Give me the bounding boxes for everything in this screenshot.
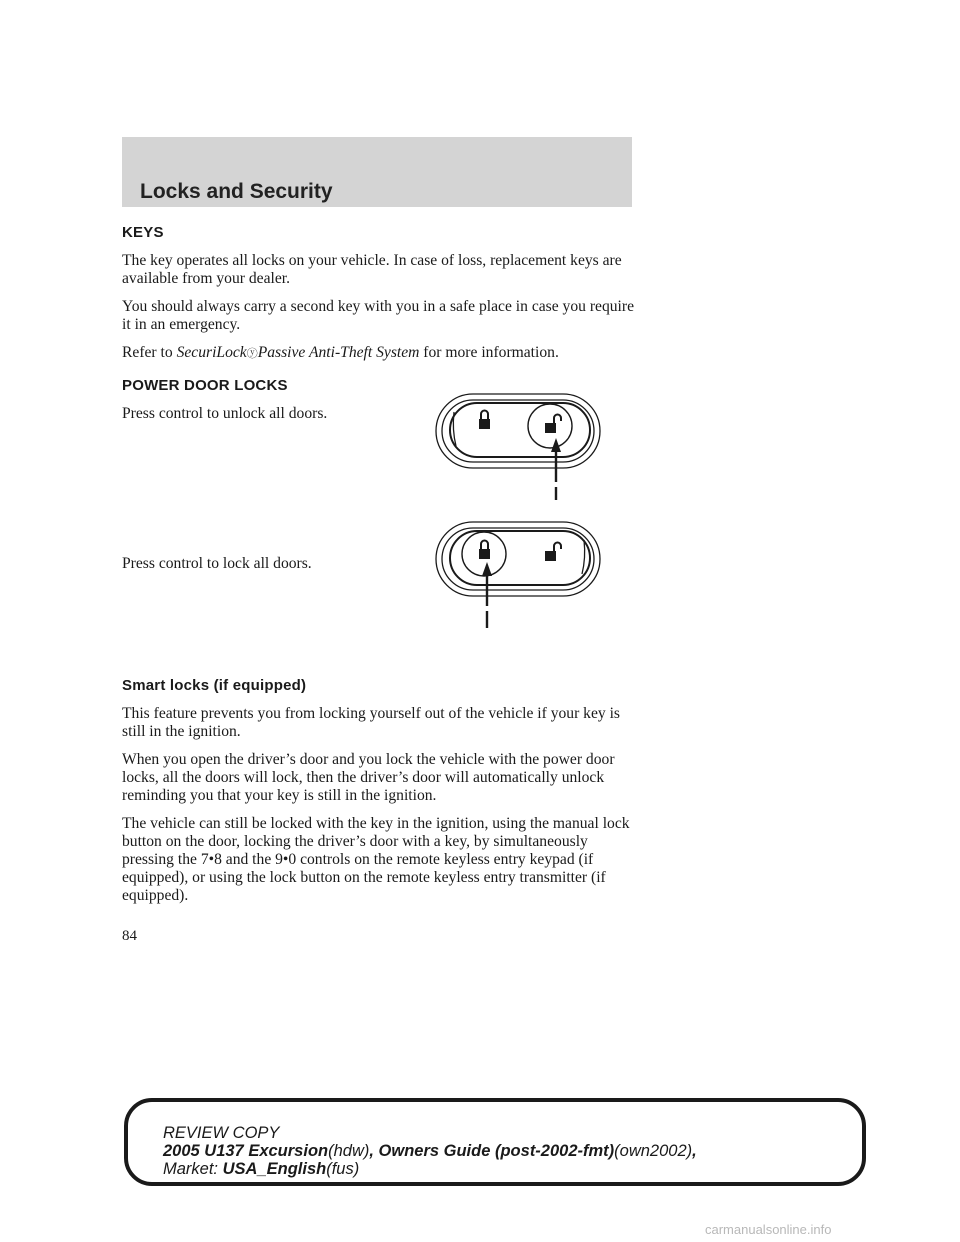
unlock-instruction: Press control to unlock all doors. [122, 405, 328, 422]
rocker-shading [453, 412, 456, 446]
review-footer-text [163, 1124, 697, 1178]
ref-securilock: SecuriLock [176, 344, 247, 361]
press-arrow-icon [482, 562, 492, 628]
rocker-shading [582, 540, 585, 574]
keys-paragraph-2: You should always carry a second key with you in a safe place in case you require it in an emergency. [122, 298, 634, 333]
smart-locks-paragraph-2: When you open the driver’s door and you lock the vehicle with the power door locks, all the doors will lock, then the driver’s door will automatically unlock reminding you that your key is still in the ignition. [122, 751, 615, 804]
section-title: Locks and Security [140, 180, 333, 203]
lock-instruction: Press control to lock all doors. [122, 555, 312, 572]
keys-heading: KEYS [122, 224, 164, 241]
unlock-icon [545, 543, 561, 562]
ref-prefix: Refer to [122, 344, 177, 361]
keys-paragraph-3 [122, 344, 642, 363]
lock-icon [479, 541, 490, 559]
switch-rocker [450, 531, 590, 585]
unlock-control-figure [432, 382, 604, 502]
switch-rocker [450, 403, 590, 457]
switch-inner-bezel [442, 528, 594, 590]
smart-locks-paragraph-1: This feature prevents you from locking yourself out of the vehicle if your key is still in the ignition. [122, 705, 620, 740]
keys-paragraph-1: The key operates all locks on your vehicle. In case of loss, replacement keys are available from your dealer. [122, 252, 622, 287]
smart-locks-heading: Smart locks (if equipped) [122, 677, 307, 694]
registered-symbol: ⓨ [246, 348, 258, 360]
ref-suffix: for more information. [419, 344, 559, 361]
watermark: carmanualsonline.info [705, 1222, 832, 1237]
lock-control-figure [432, 510, 604, 630]
unlock-icon [545, 415, 561, 434]
power-locks-heading: POWER DOOR LOCKS [122, 377, 288, 394]
smart-locks-paragraph-3: The vehicle can still be locked with the key in the ignition, using the manual lock button on the door, locking the driver’s door with a key, by simultaneously pressing the 7•8 and the 9•0 controls on the remote keyless entry keypad (if equipped), or using the lock button on the remote keyless entry transmitter (if equipped). [122, 815, 630, 904]
footer-line-3: Market: USA_English(fus) [163, 1160, 360, 1178]
footer-line-1: REVIEW COPY [163, 1124, 280, 1142]
footer-line-2: 2005 U137 Excursion(hdw), Owners Guide (post-2002-fmt)(own2002), [163, 1142, 697, 1160]
ref-pats: Passive Anti-Theft System [257, 344, 420, 361]
lock-icon [479, 411, 490, 429]
page-number: 84 [122, 928, 137, 944]
